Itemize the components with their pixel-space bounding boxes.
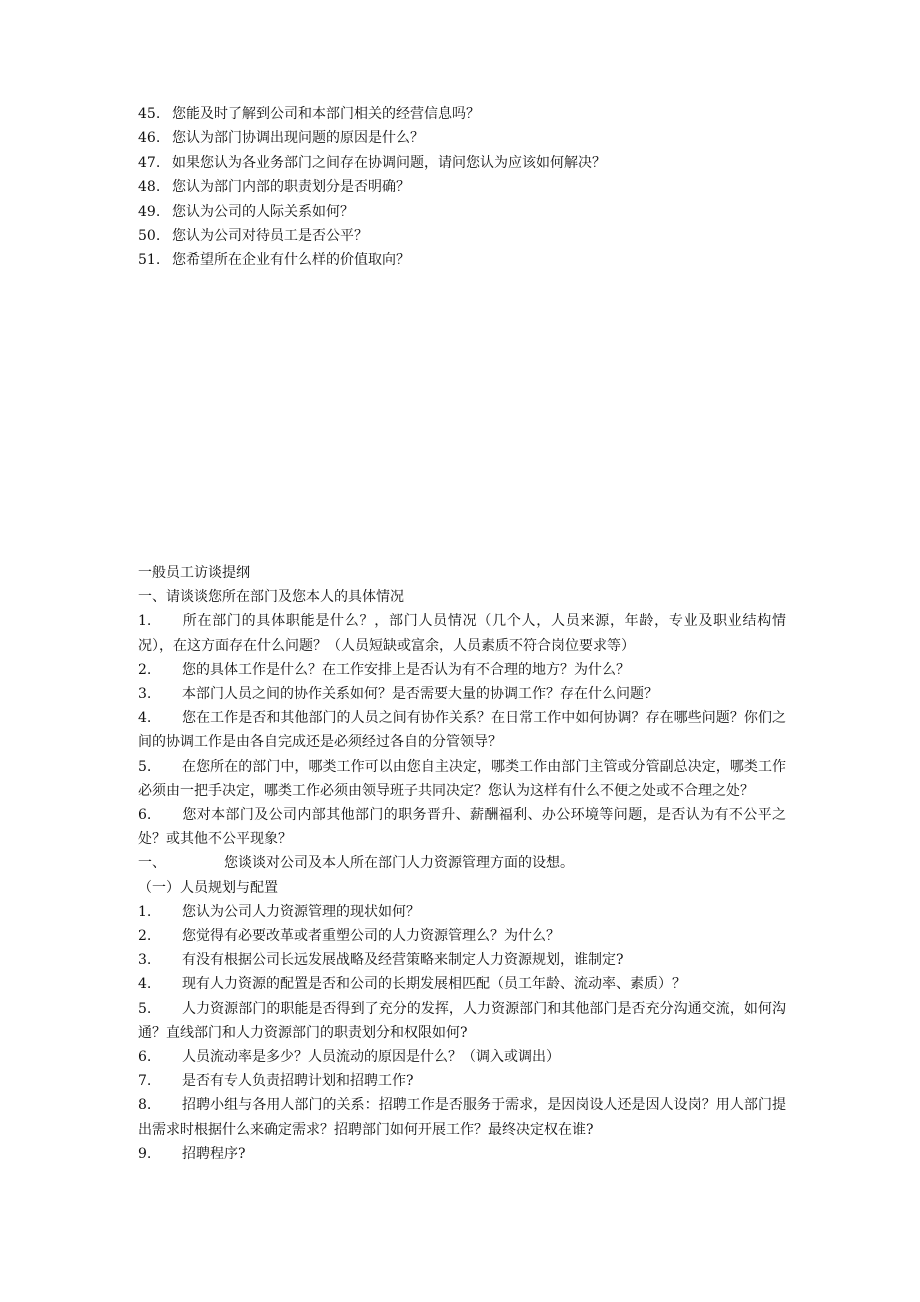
list-item [138,126,788,150]
list-item [138,102,788,126]
list-item [138,200,788,224]
item-text: 您觉得有必要改革或者重塑公司的人力资源管理么？为什么？ [182,928,560,945]
item-text: 现有人力资源的配置是否和公司的长期发展相匹配（员工年龄、流动率、素质）？ [182,976,686,993]
list-item [138,224,788,248]
item-text: 您希望所在企业有什么样的价值取向？ [172,252,410,269]
item-text: 您认为部门协调出现问题的原因是什么？ [172,130,424,147]
list-item [138,803,786,851]
item-text: 如果您认为各业务部门之间存在协调问题，请问您认为应该如何解决？ [172,154,606,171]
list-item [138,1093,786,1141]
list-item [138,609,786,657]
item-number: 49. [138,203,161,220]
item-text: 在您所在的部门中，哪类工作可以由您自主决定，哪类工作由部门主管或分管副总决定，哪类工作必须由一把手决定，哪类工作必须由领导班子共同决定？您认为这样有什么不便之处或不合理之处？ [138,758,786,799]
list-item [138,948,786,972]
item-text: 您对本部门及公司内部其他部门的职务晋升、薪酬福利、办公环境等问题，是否认为有不公平之处？或其他不公平现象？ [138,807,786,848]
item-text: 您认为部门内部的职责划分是否明确？ [172,179,410,196]
list-item [138,1045,786,1069]
list-item [138,755,786,803]
item-number: 9. [138,1145,152,1162]
section-number: 一、 [138,855,166,872]
item-number: 4. [138,976,152,993]
item-text: 您的具体工作是什么？在工作安排上是否认为有不合理的地方？为什么？ [182,661,630,678]
section-heading-text: 您谈谈对公司及本人所在部门人力资源管理方面的设想。 [224,855,574,872]
item-text: 您认为公司对待员工是否公平？ [172,227,368,244]
list-item [138,900,786,924]
list-item [138,997,786,1045]
subsection-heading: （一）人员规划与配置 [138,879,278,896]
interview-outline [138,561,786,1166]
section-heading [138,851,786,875]
item-text: 您认为公司人力资源管理的现状如何？ [182,903,420,920]
item-text: 您在工作是否和其他部门的人员之间有协作关系？在日常工作中如何协调？存在哪些问题？你们之间的协调工作是由各自完成还是必须经过各自的分管领导？ [138,710,786,751]
list-item [138,658,786,682]
item-number: 2. [138,928,152,945]
item-number: 3. [138,952,152,969]
list-item [138,248,788,272]
item-number: 50. [138,227,161,244]
item-number: 45. [138,106,161,122]
item-text: 所在部门的具体职能是什么？，部门人员情况（几个人，人员来源，年龄，专业及职业结构情况），在这方面存在什么问题？（人员短缺或富余，人员素质不符合岗位要求等） [138,613,786,654]
list-item [138,175,788,199]
item-number: 1. [138,903,152,920]
item-number: 51. [138,252,161,269]
item-number: 46. [138,130,161,147]
list-item [138,151,788,175]
list-item [138,706,786,754]
item-text: 招聘小组与各用人部门的关系：招聘工作是否服务于需求，是因岗设人还是因人设岗？用人部门提出需求时根据什么来确定需求？招聘部门如何开展工作？最终决定权在谁? [138,1097,786,1138]
item-number: 6. [138,1049,152,1066]
item-number: 3. [138,686,152,703]
list-item [138,924,786,948]
item-text: 人力资源部门的职能是否得到了充分的发挥，人力资源部门和其他部门是否充分沟通交流，如何沟通？直线部门和人力资源部门的职责划分和权限如何? [138,1000,786,1041]
item-number: 48. [138,179,161,196]
list-item [138,1069,786,1093]
list-item [138,972,786,996]
item-number: 4. [138,710,152,727]
item-text: 是否有专人负责招聘计划和招聘工作? [182,1073,414,1090]
top-question-list [138,102,788,273]
item-number: 7. [138,1073,152,1090]
item-number: 1. [138,613,152,630]
item-number: 47. [138,154,161,171]
item-number: 6. [138,807,152,824]
item-text: 人员流动率是多少？人员流动的原因是什么？（调入或调出） [182,1049,560,1066]
item-text: 招聘程序? [182,1145,246,1162]
item-text: 有没有根据公司长远发展战略及经营策略来制定人力资源规划，谁制定? [182,952,624,969]
item-number: 8. [138,1097,152,1114]
item-text: 本部门人员之间的协作关系如何？是否需要大量的协调工作？存在什么问题？ [182,686,658,703]
section-heading: 一、请谈谈您所在部门及您本人的具体情况 [138,589,404,606]
item-text: 您能及时了解到公司和本部门相关的经营信息吗？ [172,106,480,122]
item-text: 您认为公司的人际关系如何？ [172,203,354,220]
list-item [138,682,786,706]
item-number: 5. [138,758,152,775]
item-number: 2. [138,661,152,678]
item-number: 5. [138,1000,152,1017]
list-item [138,1142,786,1166]
document-title: 一般员工访谈提纲 [138,565,250,581]
